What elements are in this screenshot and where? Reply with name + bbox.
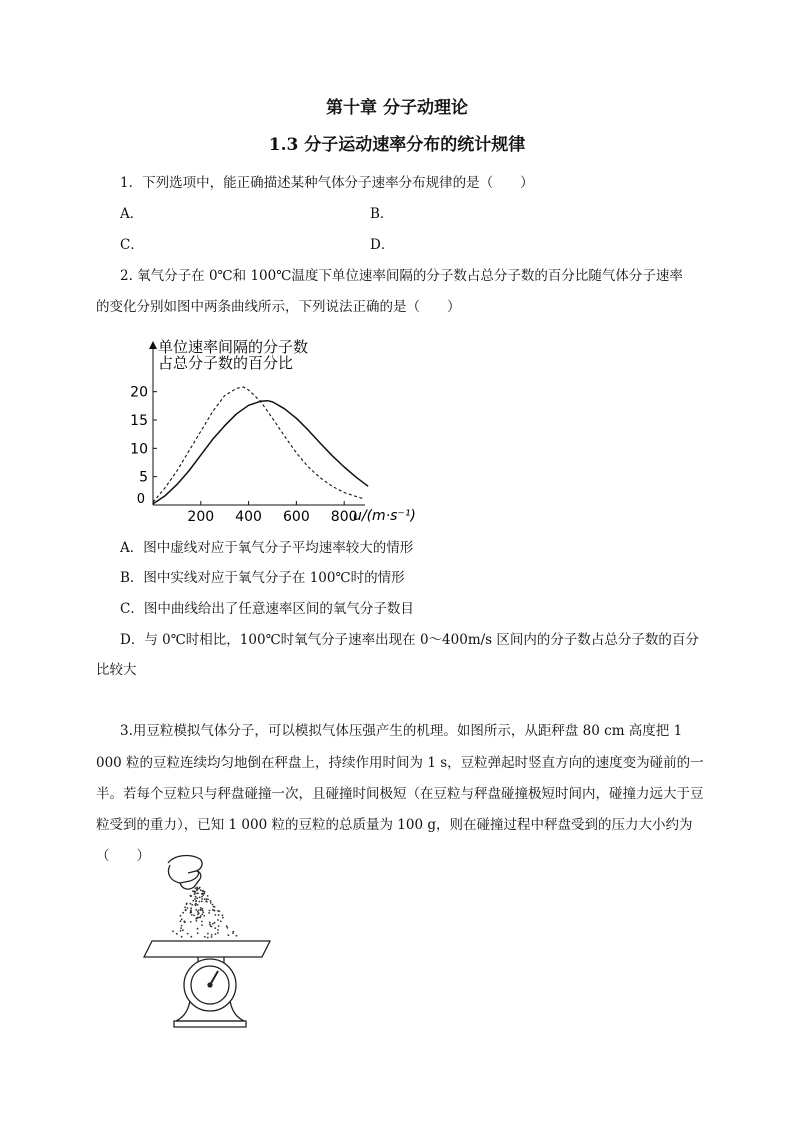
bean-dot bbox=[210, 900, 212, 902]
bean-dot bbox=[182, 912, 184, 914]
bean-dot bbox=[190, 903, 192, 905]
x-tick-label: 400 bbox=[235, 509, 262, 525]
bean-dot bbox=[214, 914, 216, 916]
bean-dot bbox=[218, 925, 220, 927]
bean-dot bbox=[217, 932, 219, 934]
bean-dot bbox=[194, 898, 196, 900]
x-tick-label: 200 bbox=[187, 509, 215, 525]
q3-line1: 3.用豆粒模拟气体分子，可以模拟气体压强产生的机理。如图所示，从距秤盘 80 cm 高度把 1 bbox=[120, 723, 683, 739]
bean-dot bbox=[207, 933, 209, 935]
bean-dot bbox=[218, 914, 220, 916]
bean-dot bbox=[228, 934, 230, 936]
bean-dot bbox=[210, 902, 212, 904]
y-tick-label: 20 bbox=[130, 384, 148, 401]
q1-option-b: B． bbox=[370, 206, 394, 222]
bean-dot bbox=[213, 910, 215, 912]
bean-dot bbox=[186, 903, 188, 905]
bean-dot bbox=[202, 910, 204, 912]
chapter-title: 第十章 分子动理论 bbox=[326, 98, 468, 118]
bean-dot bbox=[208, 912, 210, 914]
q1-stem: 1．下列选项中，能正确描述某种气体分子速率分布规律的是（ ） bbox=[120, 175, 534, 191]
bean-dot bbox=[204, 898, 206, 900]
bean-dot bbox=[207, 937, 209, 939]
bean-dot bbox=[190, 936, 192, 938]
bean-dot bbox=[236, 935, 238, 937]
y-axis-arrow bbox=[149, 341, 157, 349]
bean-dot bbox=[215, 933, 217, 935]
scale-body-icon bbox=[174, 959, 246, 1027]
bean-dot bbox=[211, 934, 213, 936]
bean-dot bbox=[212, 904, 214, 906]
bean-dot bbox=[198, 912, 200, 914]
bean-dot bbox=[195, 909, 197, 911]
y-axis-label-line1: 单位速率间隔的分子数 bbox=[158, 338, 309, 356]
bean-dot bbox=[194, 893, 196, 895]
bean-dot bbox=[205, 900, 207, 902]
bean-dot bbox=[181, 919, 183, 921]
bean-dot bbox=[201, 898, 203, 900]
bean-dot bbox=[204, 892, 206, 894]
bean-dot bbox=[217, 919, 219, 921]
q2-stem-line1: 2. 氧气分子在 0℃和 100℃温度下单位速率间隔的分子数占总分子数的百分比随气体分子速率 bbox=[120, 268, 683, 284]
bean-dot bbox=[196, 893, 198, 895]
bean-dot bbox=[191, 904, 193, 906]
bean-dot bbox=[187, 907, 189, 909]
bean-dot bbox=[192, 900, 194, 902]
bean-dot bbox=[232, 931, 234, 933]
bean-dot bbox=[199, 917, 201, 919]
bean-dot bbox=[180, 915, 182, 917]
bean-dot bbox=[198, 888, 200, 890]
bean-dot bbox=[195, 887, 197, 889]
bean-dot bbox=[201, 914, 203, 916]
bean-dot bbox=[200, 909, 202, 911]
q1-option-a: A． bbox=[120, 206, 144, 222]
falling-beans bbox=[172, 887, 237, 939]
q2-option-b: B．图中实线对应于氧气分子在 100℃时的情形 bbox=[120, 570, 405, 586]
bean-dot bbox=[232, 932, 234, 934]
bean-dot bbox=[209, 910, 211, 912]
bean-dot bbox=[220, 920, 222, 922]
bean-dot bbox=[210, 925, 212, 927]
section-title: 1.3 分子运动速率分布的统计规律 bbox=[268, 135, 526, 155]
bean-dot bbox=[181, 925, 183, 927]
bean-scale-illustration bbox=[130, 845, 290, 1035]
bean-dot bbox=[217, 929, 219, 931]
bean-dot bbox=[213, 906, 215, 908]
bean-dot bbox=[190, 907, 192, 909]
bean-dot bbox=[202, 890, 204, 892]
bean-dot bbox=[191, 914, 193, 916]
bean-dot bbox=[227, 927, 229, 929]
bean-dot bbox=[199, 901, 201, 903]
bean-dot bbox=[222, 914, 224, 916]
bean-dot bbox=[203, 915, 205, 917]
bean-dot bbox=[200, 889, 202, 891]
x-axis-label: u/(m·s⁻¹) bbox=[353, 508, 416, 524]
bean-dot bbox=[190, 895, 192, 897]
speed-distribution-chart bbox=[125, 335, 435, 530]
bean-dot bbox=[184, 921, 186, 923]
bean-dot bbox=[201, 901, 203, 903]
q3-line3: 半。若每个豆粒只与秤盘碰撞一次，且碰撞时间极短（在豆粒与秤盘碰撞极短时间内，碰撞力远大于豆 bbox=[96, 786, 704, 802]
origin-label: 0 bbox=[136, 492, 145, 507]
bean-dot bbox=[209, 923, 211, 925]
bean-dot bbox=[201, 896, 203, 898]
bean-dot bbox=[214, 927, 216, 929]
bean-dot bbox=[201, 924, 203, 926]
bean-dot bbox=[185, 909, 187, 911]
q2-option-c: C．图中曲线给出了任意速率区间的氧气分子数目 bbox=[120, 601, 414, 617]
q2-option-a: A．图中虚线对应于氧气分子平均速率较大的情形 bbox=[120, 540, 414, 556]
bean-dot bbox=[196, 897, 198, 899]
y-tick-label: 15 bbox=[130, 413, 148, 429]
bean-dot bbox=[182, 929, 184, 931]
bean-dot bbox=[180, 927, 182, 929]
pouring-hand-icon bbox=[168, 856, 202, 890]
bean-dot bbox=[226, 925, 228, 927]
q3-line2: 000 粒的豆粒连续均匀地倒在秤盘上，持续作用时间为 1 s，豆粒弹起时竖直方向的速度变为碰前的一 bbox=[96, 755, 704, 771]
bean-dot bbox=[207, 895, 209, 897]
dashed-curve bbox=[153, 387, 363, 502]
q2-option-d-line1: D．与 0℃时相比，100℃时氧气分子速率出现在 0～400m/s 区间内的分子数占总分子数的百分 bbox=[120, 632, 699, 648]
bean-dot bbox=[204, 936, 206, 938]
q2-option-d-line2: 比较大 bbox=[96, 662, 137, 678]
bean-dot bbox=[197, 904, 199, 906]
bean-dot bbox=[195, 918, 197, 920]
bean-dot bbox=[196, 888, 198, 890]
bean-dot bbox=[195, 896, 197, 898]
y-tick-label: 10 bbox=[130, 441, 148, 458]
bean-dot bbox=[204, 891, 206, 893]
bean-dot bbox=[195, 901, 197, 903]
bean-dot bbox=[194, 903, 196, 905]
bean-dot bbox=[198, 910, 200, 912]
bean-dot bbox=[193, 891, 195, 893]
bean-dot bbox=[180, 930, 182, 932]
bean-dot bbox=[211, 936, 213, 938]
q1-option-d: D． bbox=[370, 237, 395, 253]
q1-option-c: C． bbox=[120, 237, 144, 253]
q2-stem-line2: 的变化分别如图中两条曲线所示，下列说法正确的是（ ） bbox=[96, 299, 461, 315]
q3-line4: 粒受到的重力），已知 1 000 粒的豆粒的总质量为 100 g，则在碰撞过程中秤盘受到的压力大小约为 bbox=[96, 817, 693, 833]
bean-dot bbox=[200, 907, 202, 909]
bean-dot bbox=[181, 936, 183, 938]
bean-dot bbox=[187, 933, 189, 935]
bean-dot bbox=[190, 911, 192, 913]
bean-dot bbox=[214, 922, 216, 924]
bean-dot bbox=[222, 917, 224, 919]
bean-dot bbox=[201, 908, 203, 910]
bean-dot bbox=[184, 906, 186, 908]
bean-dot bbox=[201, 921, 203, 923]
bean-dot bbox=[201, 893, 203, 895]
y-axis-label-line2: 占总分子数的百分比 bbox=[158, 354, 294, 372]
bean-dot bbox=[176, 933, 178, 935]
bean-dot bbox=[206, 898, 208, 900]
bean-dot bbox=[199, 897, 201, 899]
bean-dot bbox=[197, 928, 199, 930]
bean-dot bbox=[202, 912, 204, 914]
bean-dot bbox=[218, 910, 220, 912]
bean-dot bbox=[172, 930, 174, 932]
bean-dot bbox=[212, 923, 214, 925]
bean-dot bbox=[193, 915, 195, 917]
bean-dot bbox=[209, 922, 211, 924]
x-tick-label: 800 bbox=[330, 509, 358, 525]
y-tick-label: 5 bbox=[139, 469, 148, 486]
bean-dot bbox=[196, 920, 198, 922]
bean-dot bbox=[197, 932, 199, 934]
bean-dot bbox=[180, 920, 182, 922]
q3-line5: （ ） bbox=[96, 848, 150, 864]
x-tick-label: 600 bbox=[283, 509, 310, 525]
bean-dot bbox=[190, 921, 192, 923]
